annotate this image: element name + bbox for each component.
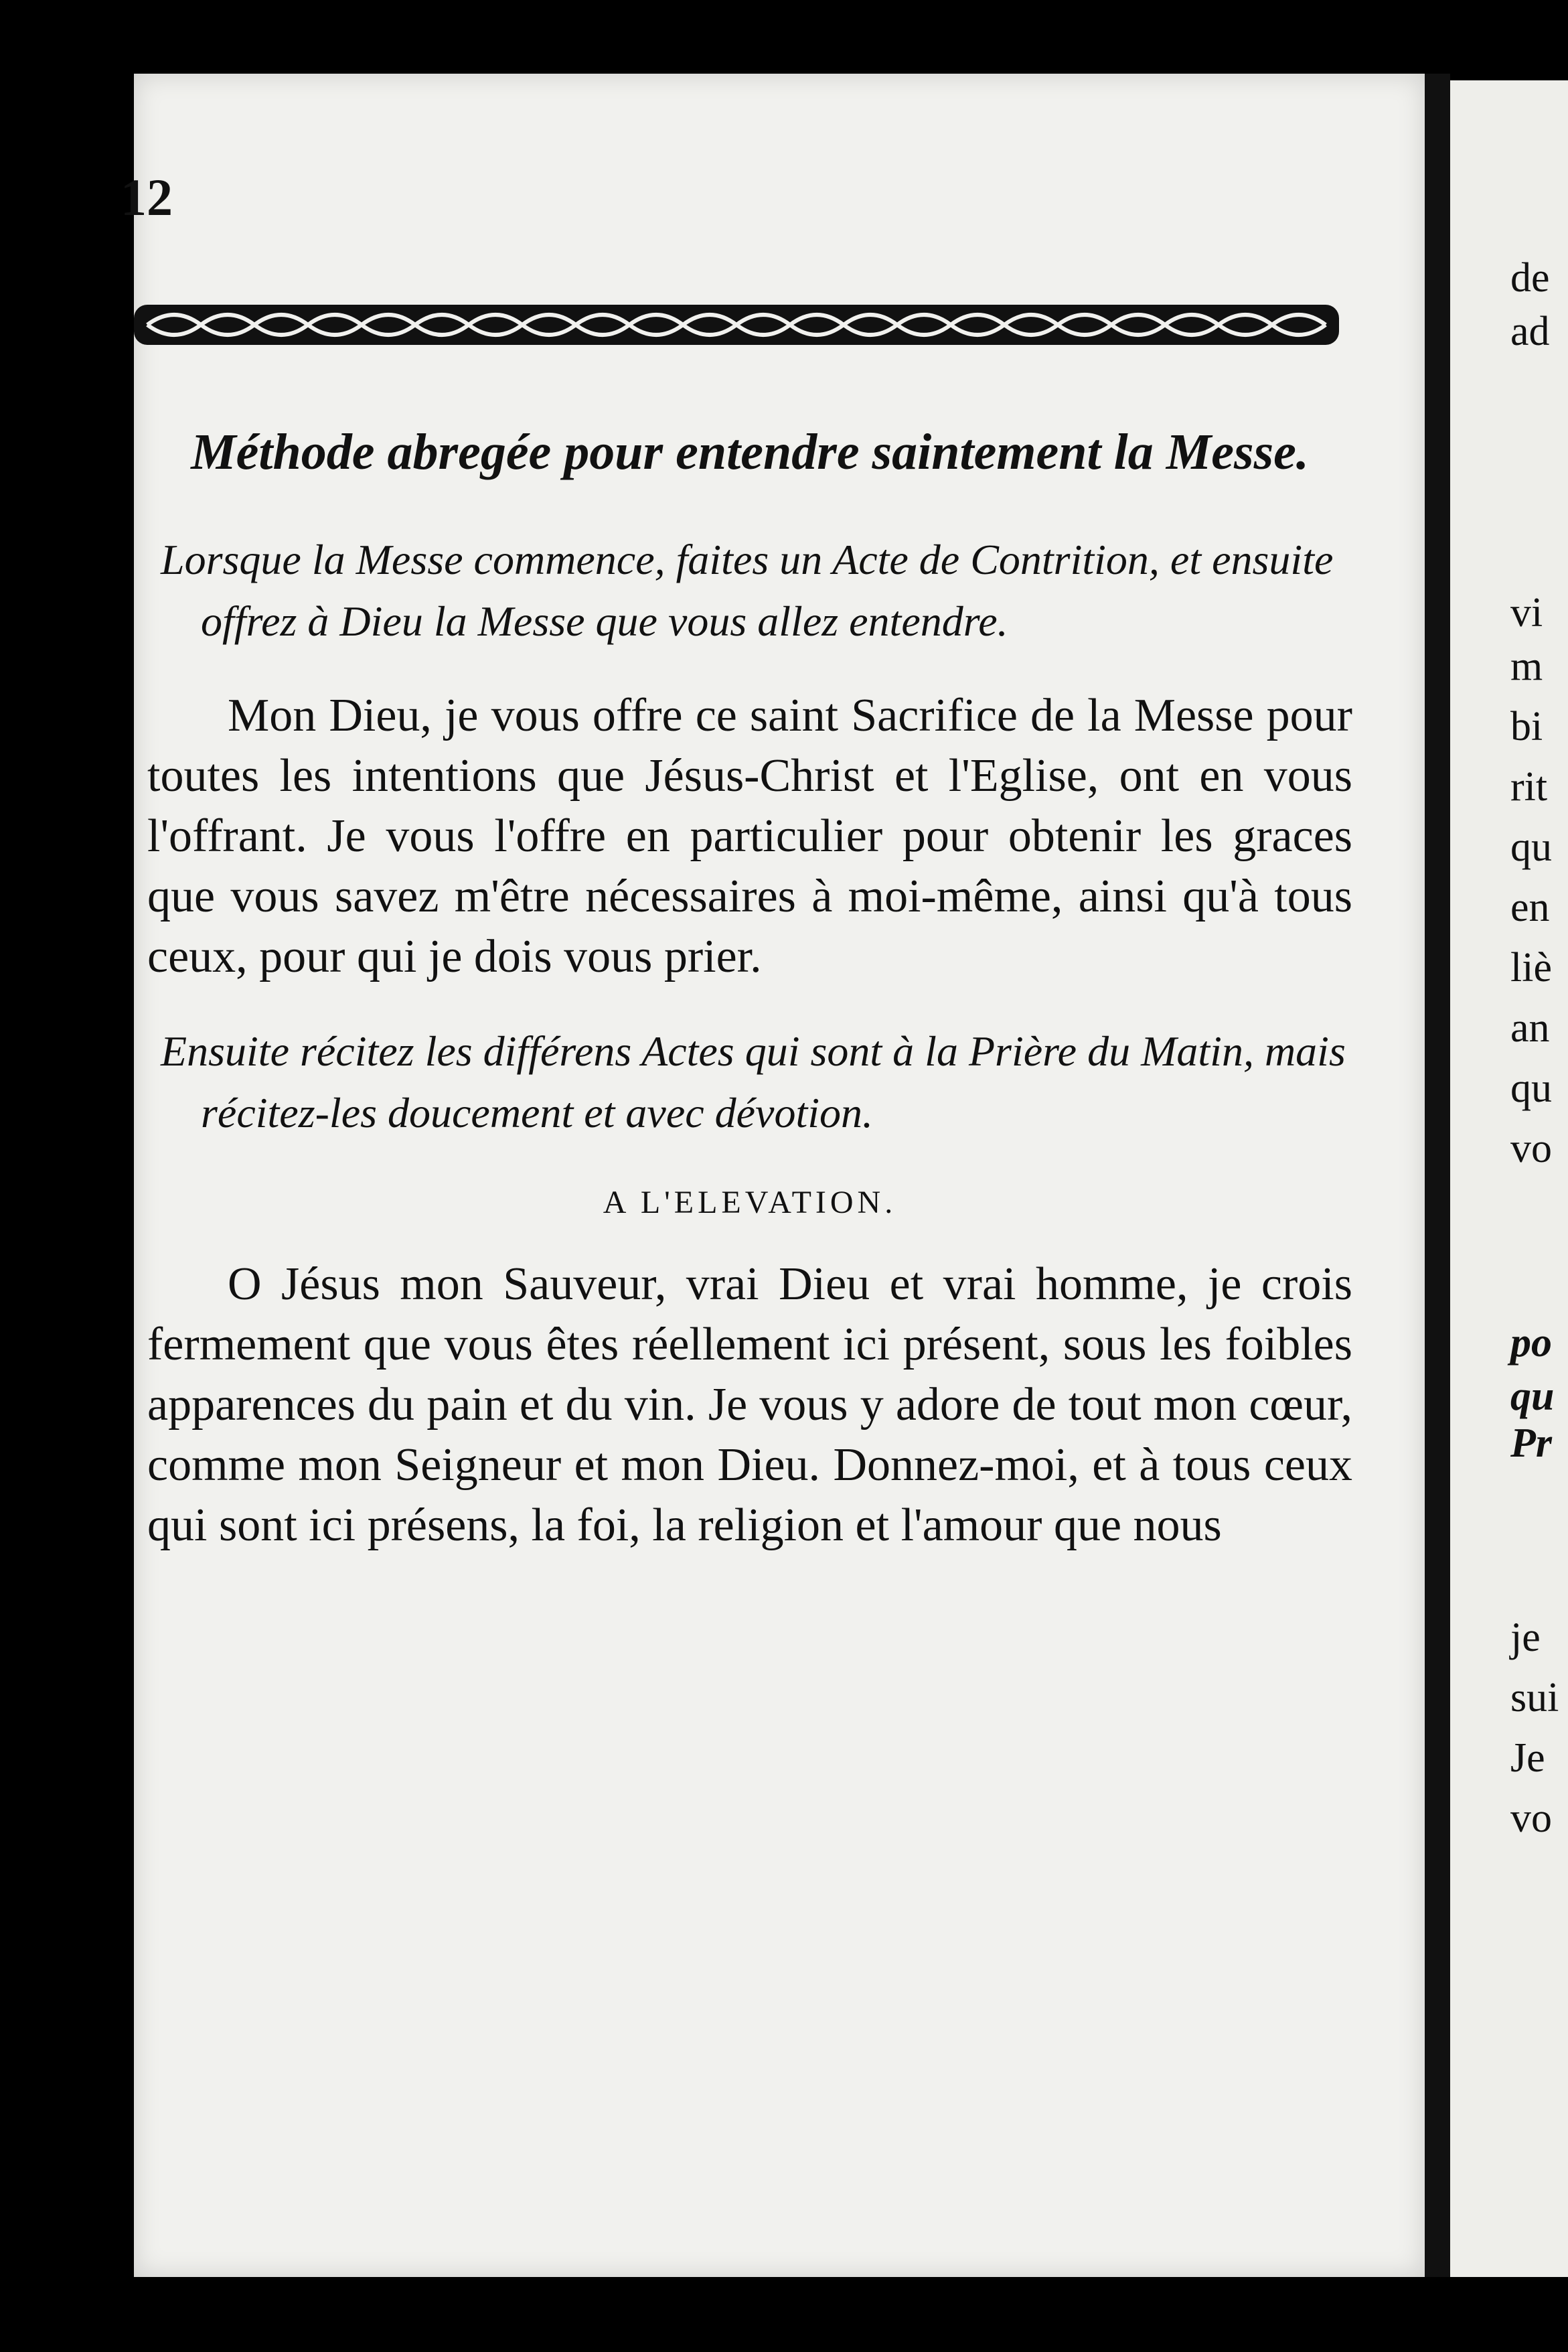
page-title: Méthode abregée pour entendre saintement la Messe.: [191, 424, 1309, 480]
prayer-offering: Mon Dieu, je vous offre ce saint Sacrifice de la Messe pour toutes les intentions que Jésus-Christ et l'Eglise, ont en vous l'offrant. Je vous l'offre en particulier pour obtenir les graces que vous savez m'être nécessaires à moi-même, ainsi qu'à tous ceux, pour qui je dois vous prier.: [147, 690, 1352, 982]
facing-fragment: liè: [1510, 945, 1552, 990]
rubric-opening: Lorsque la Messe commence, faites un Acte de Contrition, et ensuite offrez à Dieu la Messe que vous allez entendre.: [161, 536, 1334, 645]
facing-fragment: Pr: [1510, 1420, 1552, 1466]
facing-fragment: an: [1510, 1005, 1550, 1051]
page-number: 12: [121, 168, 173, 226]
facing-fragment: qu: [1510, 824, 1552, 870]
facing-fragment: vo: [1510, 1795, 1552, 1841]
prayer-elevation: O Jésus mon Sauveur, vrai Dieu et vrai homme, je crois fermement que vous êtes réellement ici présent, sous les foibles apparences du pain et du vin. Je vous y adore de tout mon cœur, comme mon Seigneur et mon Dieu. Donnez-moi, et à tous ceux qui sont ici présens, la foi, la religion et l'amour que nous: [147, 1258, 1352, 1551]
facing-fragment: rit: [1510, 764, 1548, 810]
facing-fragment: de: [1510, 255, 1550, 301]
facing-fragment: vo: [1510, 1126, 1552, 1171]
section-title: A L'ELEVATION.: [603, 1185, 897, 1220]
facing-fragment: bi: [1510, 704, 1543, 749]
book-gutter: [1425, 74, 1450, 2277]
facing-fragment: sui: [1510, 1675, 1559, 1720]
facing-fragment: po: [1510, 1320, 1552, 1366]
facing-fragment: vi: [1510, 590, 1543, 636]
facing-fragment: qu: [1510, 1374, 1555, 1419]
page-text: [147, 402, 1352, 1556]
facing-fragment: Je: [1510, 1735, 1545, 1781]
rubric-morning-prayer: Ensuite récitez les différens Actes qui sont à la Prière du Matin, mais récitez-les doucement et avec dévotion.: [161, 1027, 1346, 1136]
facing-fragment: qu: [1510, 1065, 1552, 1111]
facing-fragment: je: [1510, 1615, 1541, 1660]
facing-fragment: ad: [1510, 309, 1550, 354]
ornament-band: [134, 298, 1339, 352]
facing-page-edge: [1450, 80, 1568, 2277]
facing-fragment: en: [1510, 885, 1550, 930]
facing-fragment: m: [1510, 644, 1543, 689]
